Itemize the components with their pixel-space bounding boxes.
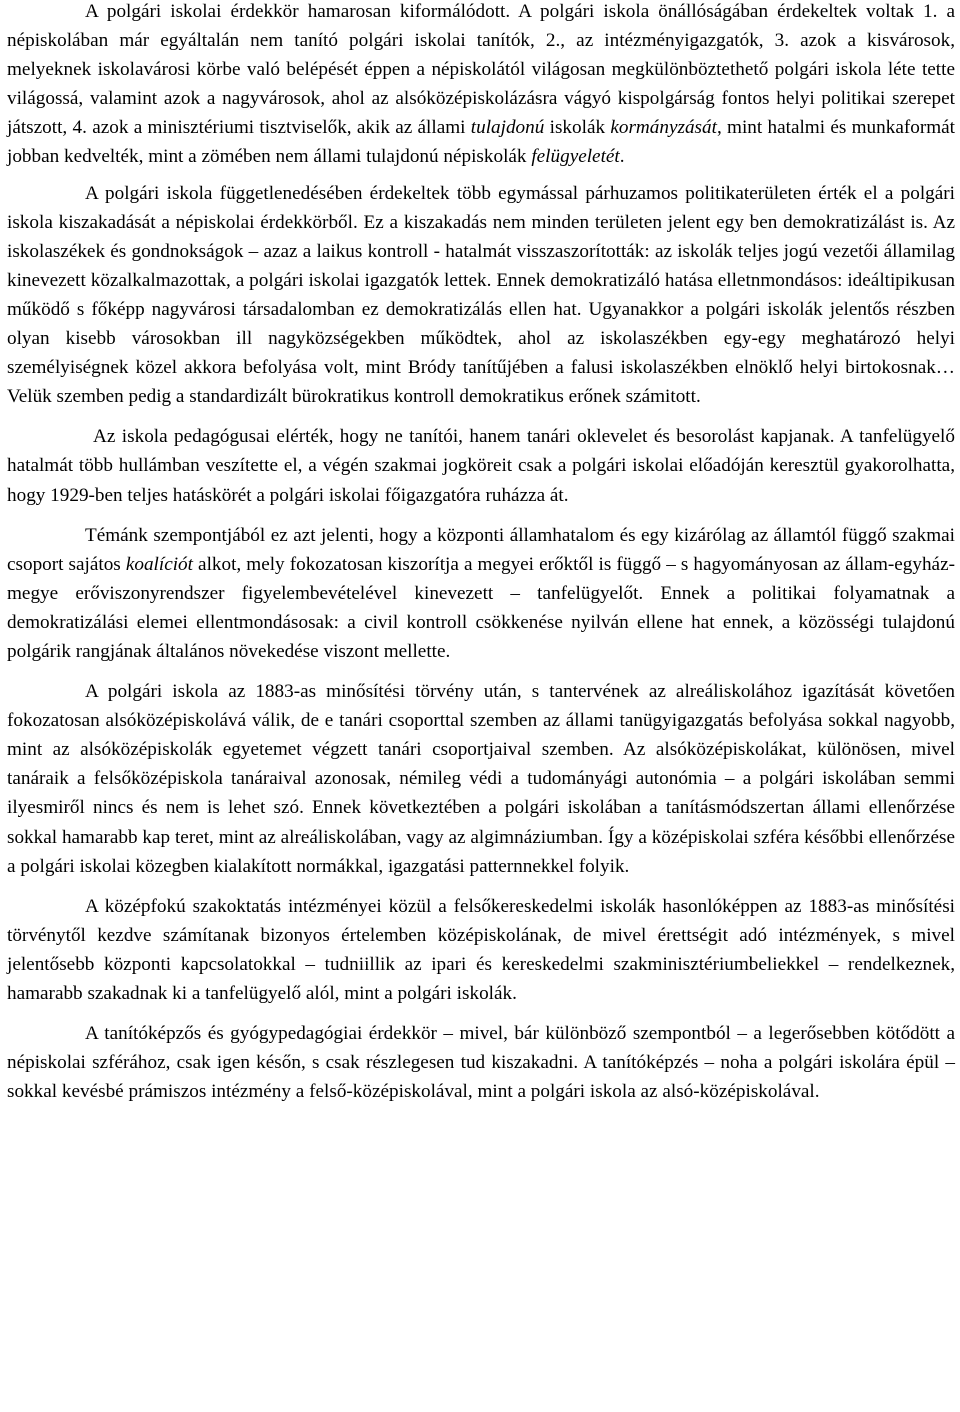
paragraph-4-italic-koaliciot: koalíciót <box>125 553 193 575</box>
paragraph-1-text-b: iskolák <box>544 117 611 139</box>
paragraph-4-text-a: Témánk szempontjából ez azt jelenti, hogy a központi államhatalom és egy kizárólag az államtól függő szakmai csoport sajátos <box>7 524 955 575</box>
paragraph-5 <box>7 677 955 881</box>
paragraph-6-text: A középfokú szakoktatás intézményei közül a felsőkereskedelmi iskolák hasonlóképpen az 1883-as minősítési törvénytől kezdve számítanak bizonyos értelemben középiskolának, de mivel érettségit adó intézmények, s mivel jelentősebb központi kapcsolatokkal – tudniillik az ipari és kereskedelmi szakminisztériumbeliekkel – rendelkeznek, hamarabb szakadnak ki a tanfelügyelő alól, mint a polgári iskolák. <box>7 895 955 1004</box>
paragraph-1-italic-felugyeletet: felügyeletét <box>531 146 620 168</box>
paragraph-3 <box>7 422 955 509</box>
paragraph-1-text-d: . <box>619 146 625 168</box>
paragraph-2 <box>7 179 955 412</box>
paragraph-1-italic-kormanyzasat: kormányzását <box>610 117 717 139</box>
paragraph-2-text: A polgári iskola függetlenedésében érdekeltek több egymással párhuzamos politikaterületen érték el a polgári iskola kiszakadását a népiskolai érdekkörből. Ez a kiszakadás nem minden területen jelent egy ben demokratizálást is. Az iskolaszékek és gondnokságok – azaz a laikus kontroll - hatalmát visszaszorították: az iskolák teljes jogú vezetői államilag kinevezett közalkalmazottak, a polgári iskolai igazgatók lettek. Ennek demokratizáló hatása elletnmondásos: ideáltipikusan működő s főképp nagyvárosi társadalomban ez demokratizálás ellen hat. Ugyanakkor a polgári iskolák jelentős részben olyan kisebb városokban ill nagyközségekben működtek, ahol az iskolaszékben egy-egy meghatározó helyi személyiségnek közel akkora befolyása volt, mint Bródy tanítűjében a falusi iskolaszékben elnöklő helyi birtokosnak…Velük szemben pedig a standardizált bürokratikus kontroll demokratikus erőnek számitott. <box>7 182 955 408</box>
paragraph-7 <box>7 1019 955 1106</box>
paragraph-3-text: Az iskola pedagógusai elérték, hogy ne tanítói, hanem tanári oklevelet és besorolást kapjanak. A tanfelügyelő hatalmát több hullámban veszítette el, a végén szakmai jogköreit csak a polgári iskolai előadóján keresztül gyakorolhatta, hogy 1929-ben teljes hatáskörét a polgári iskolai főigazgatóra ruházza át. <box>7 426 955 506</box>
paragraph-4-text-b: alkot, mely fokozatosan kiszorítja a megyei erőktől is függő – s hagyományosan az állam-egyház-megye erőviszonyrendszer figyelembevételével kinevezett – tanfelügyelőt. Ennek a politikai folyamatnak a demokratizálási elemei ellentmondásosak: a civil kontroll csökkenése nyilván ellene hat ennek, a közösségi tulajdonú polgárik rangjának általános növekedése viszont mellette. <box>7 553 955 662</box>
paragraph-1-text-a: A polgári iskolai érdekkör hamarosan kiformálódott. A polgári iskola önállóságában érdekeltek voltak 1. a népiskolában már egyáltalán nem tanító polgári iskolai tanítók, 2., az intézményigazgatók, 3. azok a kisvárosok, melyeknek iskolavárosi körbe való belépését éppen a népiskolától világosan megkülönböztethető polgári iskola léte tette világossá, valamint azok a nagyvárosok, ahol az alsóközépiskolázásra vágyó kispolgárság fontos helyi politikai szerepet játszott, 4. azok a minisztériumi tisztviselők, akik az állami <box>7 1 955 139</box>
paragraph-5-text: A polgári iskola az 1883-as minősítési törvény után, s tantervének az alreáliskolához igazítását követően fokozatosan alsóközépiskolává válik, de e tanári csoporttal szemben az állami tanügyigazgatás befolyása sokkal nagyobb, mint az alsóközépiskolák egyetemet végzett tanári csoportjaival szemben. Az alsóközépiskolákat, különösen, mivel tanáraik a felsőközépiskola tanáraival azonosak, némileg védi a tudományági autonómia – a polgári iskolában semmi ilyesmiről nincs és nem is lehet szó. Ennek következtében a polgári iskolában a tanításmódszertan állami ellenőrzése sokkal hamarabb kap teret, mint az alreáliskolában, vagy az algimnáziumban. Így a középiskolai szféra későbbi ellenőrzése a polgári iskolai közegben kialakított normákkal, igazgatási patternnekkel folyik. <box>7 681 955 877</box>
paragraph-4 <box>7 521 955 666</box>
paragraph-1-italic-tulajdonu: tulajdonú <box>470 117 545 139</box>
paragraph-6 <box>7 892 955 1008</box>
paragraph-1 <box>7 0 955 172</box>
paragraph-7-text: A tanítóképzős és gyógypedagógiai érdekkör – mivel, bár különböző szempontból – a legerősebben kötődött a népiskolai szférához, csak igen későn, s csak részlegesen tud kiszakadni. A tanítóképzés – noha a polgári iskolára épül – sokkal kevésbé prámiszos intézmény a felső-középiskolával, mint a polgári iskola az alsó-középiskolával. <box>7 1023 955 1103</box>
paragraph-1-text-c: , mint hatalmi és munkaformát jobban kedvelték, mint a zömében nem állami tulajdonú népiskolák <box>7 117 955 168</box>
